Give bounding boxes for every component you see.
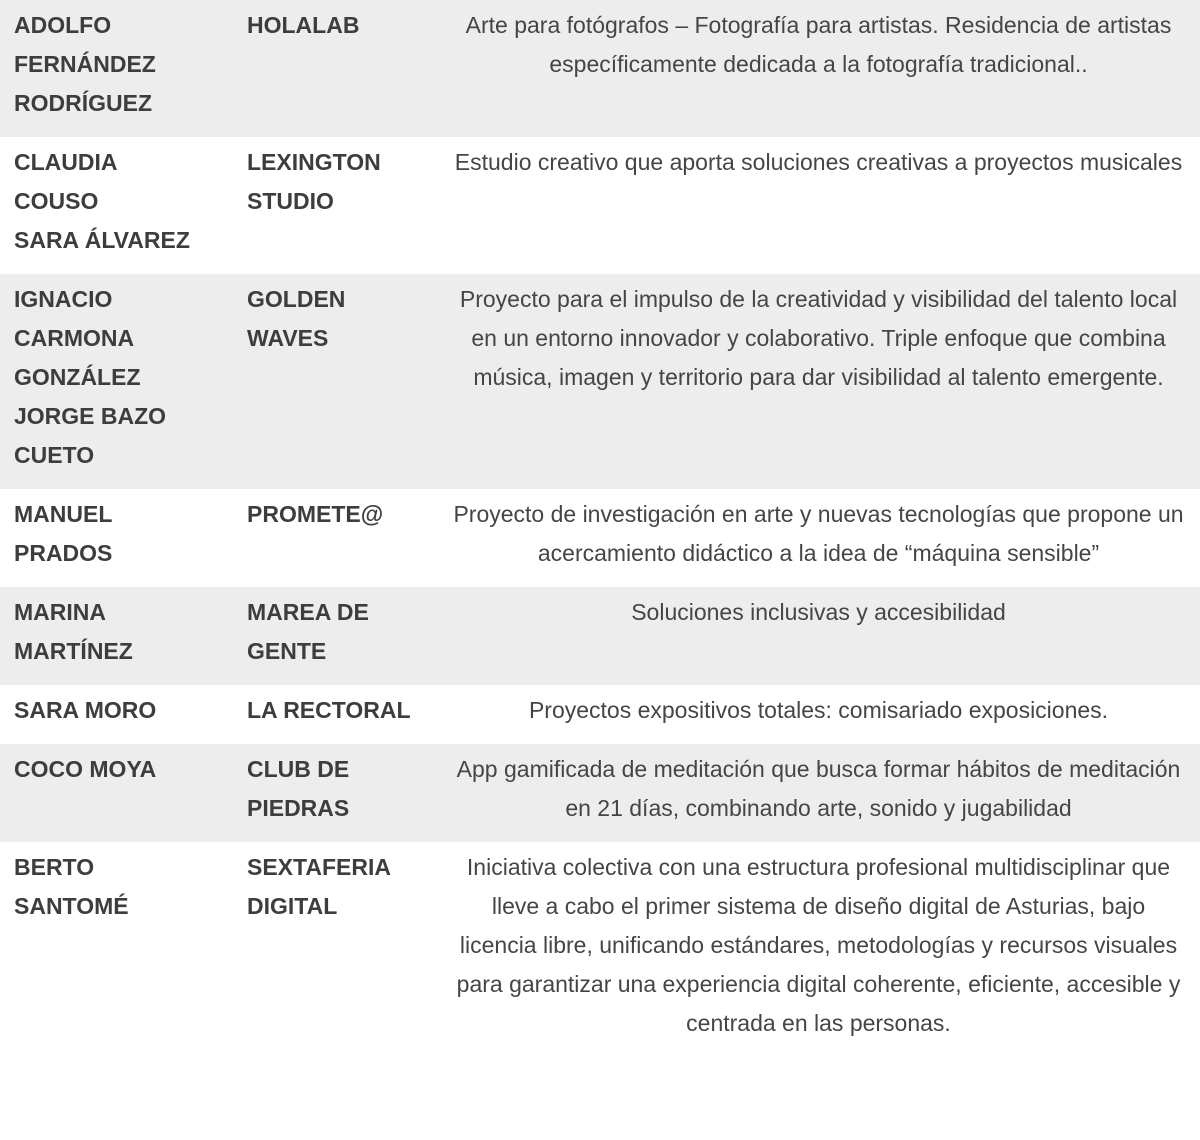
participant-names <box>0 848 233 926</box>
participant-names <box>0 495 233 573</box>
table-row <box>0 489 1200 587</box>
project-description: Proyecto para el impulso de la creatividad y visibilidad del talento local en un entorno innovador y colaborativo. Triple enfoque que combina música, imagen y territorio para dar visibilidad al talento emergente. <box>459 286 1178 390</box>
project-line: HOLALAB <box>247 12 360 38</box>
project-line: PROMETE@ <box>247 501 384 527</box>
project-description: Arte para fotógrafos – Fotografía para artistas. Residencia de artistas específicamente dedicada a la fotografía tradicional.. <box>465 12 1172 77</box>
project-line: DIGITAL <box>247 893 338 919</box>
participant-names <box>0 280 233 475</box>
project-description: Iniciativa colectiva con una estructura profesional multidisciplinar que lleve a cabo el primer sistema de diseño digital de Asturias, bajo licencia libre, unificando estándares, metodologías y recursos visuales para garantizar una experiencia digital coherente, eficiente, accesible y centrada en las personas. <box>456 854 1181 1036</box>
project-name <box>233 143 441 221</box>
project-line: GENTE <box>247 638 327 664</box>
name-line: ADOLFO <box>14 12 112 38</box>
project-line: LEXINGTON <box>247 149 381 175</box>
project-line: GOLDEN <box>247 286 346 312</box>
project-line: LA RECTORAL <box>247 697 411 723</box>
name-line: GONZÁLEZ <box>14 364 141 390</box>
name-line: SANTOMÉ <box>14 893 129 919</box>
project-line: MAREA DE <box>247 599 369 625</box>
participant-names <box>0 6 233 123</box>
name-line: IGNACIO <box>14 286 113 312</box>
name-line: SARA ÁLVAREZ <box>14 227 190 253</box>
project-name <box>233 495 441 534</box>
name-line: CUETO <box>14 442 95 468</box>
project-description: Soluciones inclusivas y accesibilidad <box>631 599 1006 625</box>
project-description: Estudio creativo que aporta soluciones creativas a proyectos musicales <box>454 149 1183 175</box>
project-line: SEXTAFERIA <box>247 854 391 880</box>
name-line: COCO MOYA <box>14 756 157 782</box>
name-line: CLAUDIA <box>14 149 118 175</box>
name-line: COUSO <box>14 188 99 214</box>
name-line: SARA MORO <box>14 697 157 723</box>
name-line: RODRÍGUEZ <box>14 90 152 116</box>
table-row <box>0 842 1200 1057</box>
project-line: CLUB DE <box>247 756 350 782</box>
project-name <box>233 280 441 358</box>
project-name <box>233 750 441 828</box>
project-description: Proyectos expositivos totales: comisariado exposiciones. <box>528 697 1109 723</box>
project-description: Proyecto de investigación en arte y nuevas tecnologías que propone un acercamiento didáctico a la idea de “máquina sensible” <box>453 501 1184 566</box>
participant-names <box>0 750 233 789</box>
table-row <box>0 587 1200 685</box>
participant-names <box>0 593 233 671</box>
name-line: PRADOS <box>14 540 113 566</box>
project-name <box>233 593 441 671</box>
table-row <box>0 744 1200 842</box>
project-name <box>233 6 441 45</box>
table-row <box>0 137 1200 274</box>
project-line: WAVES <box>247 325 329 351</box>
project-line: STUDIO <box>247 188 334 214</box>
name-line: MARTÍNEZ <box>14 638 133 664</box>
project-line: PIEDRAS <box>247 795 350 821</box>
project-name <box>233 848 441 926</box>
project-name <box>233 691 441 730</box>
name-line: BERTO <box>14 854 95 880</box>
participant-names <box>0 691 233 730</box>
table-row <box>0 0 1200 137</box>
name-line: CARMONA <box>14 325 135 351</box>
name-line: JORGE BAZO <box>14 403 167 429</box>
name-line: MARINA <box>14 599 106 625</box>
table-row <box>0 274 1200 489</box>
name-line: FERNÁNDEZ <box>14 51 156 77</box>
project-description: App gamificada de meditación que busca formar hábitos de meditación en 21 días, combinando arte, sonido y jugabilidad <box>456 756 1181 821</box>
table-row <box>0 685 1200 744</box>
name-line: MANUEL <box>14 501 113 527</box>
participant-names <box>0 143 233 260</box>
